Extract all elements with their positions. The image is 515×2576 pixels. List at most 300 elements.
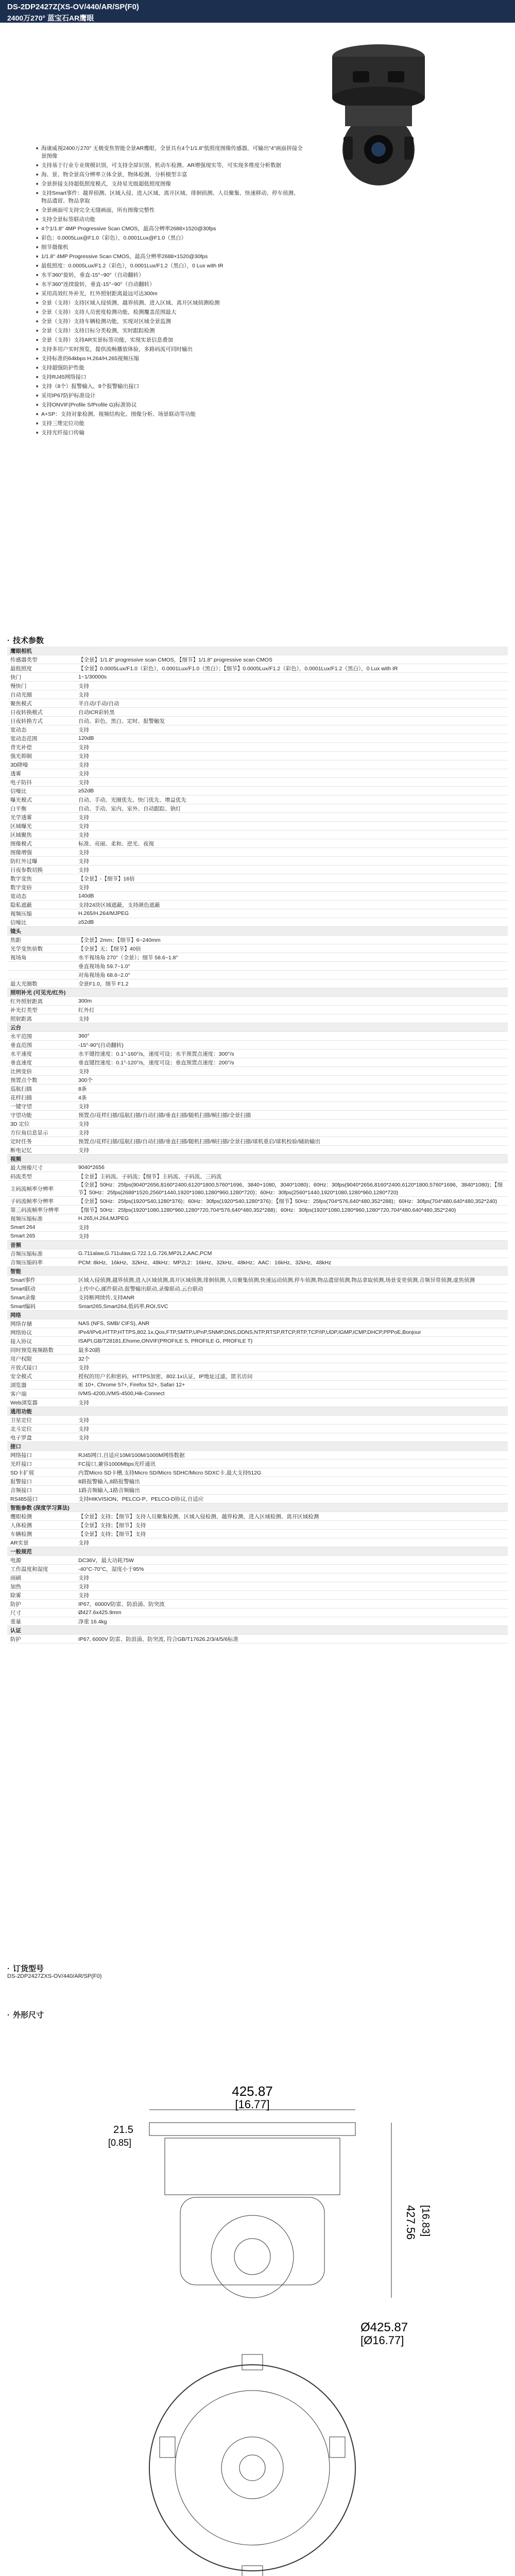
spec-row bbox=[7, 1468, 508, 1477]
spec-key: RS485接口 bbox=[7, 1495, 75, 1503]
spec-row bbox=[7, 725, 508, 734]
spec-value: 【全景】支持；【细节】支持人员聚集检测、区域入侵检测、越界检测、进入区域检测、离开区域检测 bbox=[75, 1512, 508, 1521]
spec-row bbox=[7, 664, 508, 673]
feature-item: ■ 支持Smart事件：越界侦测、区域入侵、进入区域、离开区域、徘徊侦测、人员聚集、快速移动、停车侦测、物品遗留、物品拿取 bbox=[36, 190, 304, 205]
spec-category-row bbox=[7, 1626, 508, 1635]
spec-row bbox=[7, 918, 508, 927]
spec-key: 光纤接口 bbox=[7, 1460, 75, 1468]
spec-key: 数字变焦 bbox=[7, 874, 75, 883]
spec-key: 报警接口 bbox=[7, 1477, 75, 1486]
spec-key: 曝光模式 bbox=[7, 795, 75, 804]
spec-value: 支持 bbox=[75, 1573, 508, 1582]
spec-row bbox=[7, 1319, 508, 1328]
spec-value: 支持HIKVISION、PELCO-P、PELCO-D协议,自适应 bbox=[75, 1495, 508, 1503]
feature-item: ■ 全景（支持）支持车辆检测功能，实现对区域全景监测 bbox=[36, 318, 304, 326]
spec-value: 360° bbox=[75, 1032, 508, 1041]
spec-key: 一键守望 bbox=[7, 1102, 75, 1111]
spec-value: 8路报警输入,8路报警输出 bbox=[75, 1477, 508, 1486]
spec-row bbox=[7, 962, 508, 971]
spec-value: 支持 bbox=[75, 1067, 508, 1076]
spec-value: -40°C-70°C，湿度小于95% bbox=[75, 1565, 508, 1573]
spec-value: 上传中心,邮件联动,报警输出联动,录像联动,云台联动 bbox=[75, 1284, 508, 1293]
spec-value: 支持 bbox=[75, 690, 508, 699]
spec-key: 视场角 bbox=[7, 953, 75, 962]
spec-row bbox=[7, 1214, 508, 1223]
spec-key: 水平速度 bbox=[7, 1049, 75, 1058]
spec-value bbox=[75, 1267, 508, 1276]
spec-value: 支持 bbox=[75, 778, 508, 787]
spec-key: 鹰眼相机 bbox=[7, 647, 75, 655]
spec-row bbox=[7, 1582, 508, 1591]
spec-row bbox=[7, 1425, 508, 1433]
spec-value: ≥52dB bbox=[75, 787, 508, 795]
spec-value: 自动、彩色、黑白、定时、报警触发 bbox=[75, 717, 508, 725]
spec-row bbox=[7, 804, 508, 813]
spec-key: 接入协议 bbox=[7, 1337, 75, 1346]
spec-key: 信噪比 bbox=[7, 918, 75, 927]
spec-key: Smart联动 bbox=[7, 1284, 75, 1293]
spec-value: 支持 bbox=[75, 1582, 508, 1591]
spec-key: 隐私遮蔽 bbox=[7, 901, 75, 909]
model-number: DS-2DP2427Z(XS-OV/440/AR/SP(F0) bbox=[7, 3, 139, 11]
spec-value: H.265/H.264/MJPEG bbox=[75, 909, 508, 918]
feature-item: ■ 4个1/1.8" 4MP Progressive Scan CMOS，最高分辨率2688×1520@30fps bbox=[36, 225, 304, 233]
spec-row bbox=[7, 822, 508, 831]
spec-value: 半自动/手动/自动 bbox=[75, 699, 508, 708]
spec-value: 自动、手动、光圈优先、快门优先、增益优先 bbox=[75, 795, 508, 804]
spec-value: 【全景】0.0005Lux/F1.0（彩色），0.0001Lux/F1.0（黑白）；【细节】0.0005Lux/F1.2（彩色），0.0001Lux/F1.2（黑白），0 Lux with IR bbox=[75, 664, 508, 673]
spec-value: 支持 bbox=[75, 725, 508, 734]
spec-key: 电子罗盘 bbox=[7, 1433, 75, 1442]
spec-key: 快门 bbox=[7, 673, 75, 682]
feature-item: ■ 海、景、物全景高分辨率立体全景，物体检测、分析模型丰富 bbox=[36, 171, 304, 179]
spec-key: 宽动态 bbox=[7, 725, 75, 734]
spec-key: 子码流帧率分辨率 bbox=[7, 1197, 75, 1206]
spec-value: 支持 bbox=[75, 1363, 508, 1372]
spec-value: RJ45网口,自适应10M/100M/1000M网络数据 bbox=[75, 1451, 508, 1460]
spec-row bbox=[7, 1451, 508, 1460]
spec-row bbox=[7, 743, 508, 752]
spec-value: 支持 bbox=[75, 1425, 508, 1433]
feature-item: ■ 支持ONVIF(Profile S/Profile G)标准协议 bbox=[36, 401, 304, 409]
feature-item: ■ 最低照度：0.0005Lux/F1.2（彩色），0.0001Lux/F1.2（黑白），0 Lux with IR bbox=[36, 262, 304, 270]
spec-key: 断电记忆 bbox=[7, 1146, 75, 1155]
spec-value: 9040*2656 bbox=[75, 1163, 508, 1172]
spec-section-title: · 技术参数 bbox=[7, 635, 44, 646]
width-label-mm: 425.87 bbox=[232, 2083, 273, 2099]
spec-key: 音频压缩标准 bbox=[7, 1249, 75, 1258]
spec-value: Ø427.6x425.9mm bbox=[75, 1608, 508, 1617]
spec-row bbox=[7, 909, 508, 918]
spec-key: 视频压缩 bbox=[7, 909, 75, 918]
height-label-in: [16.83] bbox=[420, 2205, 431, 2237]
spec-key: 宽动态范围 bbox=[7, 734, 75, 743]
spec-row bbox=[7, 699, 508, 708]
spec-key: 加热 bbox=[7, 1582, 75, 1591]
spec-row bbox=[7, 1486, 508, 1495]
spec-key: 码流类型 bbox=[7, 1172, 75, 1181]
spec-value: -15°-90°(自动翻转) bbox=[75, 1041, 508, 1049]
spec-row bbox=[7, 1172, 508, 1181]
spec-row bbox=[7, 1102, 508, 1111]
spec-row bbox=[7, 1617, 508, 1626]
spec-key: 防护 bbox=[7, 1600, 75, 1608]
feature-item: ■ 支持全景标签联动功能 bbox=[36, 216, 304, 224]
spec-value: 300个 bbox=[75, 1076, 508, 1084]
spec-value: 支持 bbox=[75, 822, 508, 831]
spec-category-row bbox=[7, 1311, 508, 1319]
feature-item: ■ 支持标准的64kbps H.264/H.265视频压缩 bbox=[36, 355, 304, 363]
spec-key: 水平范围 bbox=[7, 1032, 75, 1041]
spec-category-row bbox=[7, 988, 508, 997]
spec-row bbox=[7, 717, 508, 725]
feature-item: ■ A+SP：支持对象检测、视频结构化、图像分析、场景联动等功能 bbox=[36, 411, 304, 418]
feature-item: ■ 全景画面可支持完全无缝画面，所有图像完整性 bbox=[36, 207, 304, 214]
spec-key: 重量 bbox=[7, 1617, 75, 1626]
spec-key: 区域聚焦 bbox=[7, 831, 75, 839]
spec-value: ISAPI,GB/T28181,Ehome,ONVIF(PROFILE S, PROFILE G, PROFILE T) bbox=[75, 1337, 508, 1346]
spec-key: 第三码流帧率分辨率 bbox=[7, 1206, 75, 1214]
spec-key: Web浏览器 bbox=[7, 1398, 75, 1407]
spec-category-row bbox=[7, 647, 508, 655]
spec-key: 音频 bbox=[7, 1241, 75, 1249]
spec-key: 一般规范 bbox=[7, 1547, 75, 1556]
feature-item: ■ 采用高效红外补光，红外照射距离最远可达300m bbox=[36, 290, 304, 298]
spec-row bbox=[7, 857, 508, 866]
spec-value: FC接口,兼容1000Mbps光纤通讯 bbox=[75, 1460, 508, 1468]
spec-row bbox=[7, 813, 508, 822]
spec-key: 自动光圈 bbox=[7, 690, 75, 699]
spec-row bbox=[7, 866, 508, 874]
spec-row bbox=[7, 1032, 508, 1041]
spec-value: 1~1/30000s bbox=[75, 673, 508, 682]
spec-row bbox=[7, 1284, 508, 1293]
spec-category-row bbox=[7, 927, 508, 936]
spec-row bbox=[7, 1416, 508, 1425]
spec-key: 白平衡 bbox=[7, 804, 75, 813]
spec-category-row bbox=[7, 1442, 508, 1451]
spec-value: 支持24块区域遮蔽，支持颜色遮蔽 bbox=[75, 901, 508, 909]
spec-value bbox=[75, 1442, 508, 1451]
spec-value: 支持 bbox=[75, 1014, 508, 1023]
spec-value: 支持 bbox=[75, 1433, 508, 1442]
spec-row bbox=[7, 1346, 508, 1354]
spec-value: 预置点/花样扫描/巡航扫描/自动扫描/垂直扫描/随机扫描/帧扫描/全景扫描 bbox=[75, 1111, 508, 1120]
spec-value: 支持 bbox=[75, 760, 508, 769]
spec-key: 垂直范围 bbox=[7, 1041, 75, 1049]
spec-key: 接口 bbox=[7, 1442, 75, 1451]
spec-value: 支持 bbox=[75, 866, 508, 874]
spec-row bbox=[7, 1398, 508, 1407]
spec-value: 水平键控速度：0.1°-160°/s，速度可设；水平预置点速度：300°/s bbox=[75, 1049, 508, 1058]
spec-key: 信噪比 bbox=[7, 787, 75, 795]
spec-row bbox=[7, 1128, 508, 1137]
spec-key: 传感器类型 bbox=[7, 655, 75, 664]
spec-key: 宽动态 bbox=[7, 892, 75, 901]
spec-key: 预置点个数 bbox=[7, 1076, 75, 1084]
spec-key: 最大光圈数 bbox=[7, 979, 75, 988]
feature-item: ■ 支持基于行业专业规模识别，可支持全屏识别、机动车检测、AR增强现实等，可实现多维度分析数据 bbox=[36, 162, 304, 170]
spec-row bbox=[7, 848, 508, 857]
spec-key: 透雾 bbox=[7, 769, 75, 778]
spec-key: 数字变倍 bbox=[7, 883, 75, 892]
spec-key: Smart 265 bbox=[7, 1232, 75, 1241]
spec-value: IP67，6000V防雷、防浪涌、防突波 bbox=[75, 1600, 508, 1608]
spec-value bbox=[75, 988, 508, 997]
spec-row bbox=[7, 1197, 508, 1206]
spec-value: 【全景】1/1.8" progressive scan CMOS，【细节】1/1.8" progressive scan CMOS bbox=[75, 655, 508, 664]
spec-key: 车辆检测 bbox=[7, 1530, 75, 1538]
spec-value: 支持 bbox=[75, 1128, 508, 1137]
spec-value: 垂直视场角 59.7~1.0° bbox=[75, 962, 508, 971]
spec-row bbox=[7, 901, 508, 909]
spec-key: 安全模式 bbox=[7, 1372, 75, 1381]
spec-value: DC36V，最大功耗75W bbox=[75, 1556, 508, 1565]
spec-value: 【全景】支持；【细节】支持 bbox=[75, 1530, 508, 1538]
spec-value: PCM: 8kHz、16kHz、32kHz、48kHz；MP2L2：16kHz、32kHz、48kHz；AAC：16kHz、32kHz、48kHz bbox=[75, 1258, 508, 1267]
spec-category-row bbox=[7, 1267, 508, 1276]
spec-key: Smart录像 bbox=[7, 1293, 75, 1302]
spec-key: 照明补光 (可见光/红外) bbox=[7, 988, 75, 997]
spec-key: 强光抑制 bbox=[7, 752, 75, 760]
spec-key: 守望功能 bbox=[7, 1111, 75, 1120]
spec-value: 对角视场角 68.6~2.0° bbox=[75, 971, 508, 979]
spec-key: 聚焦模式 bbox=[7, 699, 75, 708]
spec-row bbox=[7, 682, 508, 690]
spec-value: 自动ICR彩转黑 bbox=[75, 708, 508, 717]
spec-value: 8条 bbox=[75, 1084, 508, 1093]
spec-row bbox=[7, 874, 508, 883]
spec-value: 标准、亮丽、柔和、逆光、夜视 bbox=[75, 839, 508, 848]
spec-category-row bbox=[7, 1155, 508, 1163]
spec-category-row bbox=[7, 1407, 508, 1416]
spec-row bbox=[7, 769, 508, 778]
spec-value: 净重 16.4kg bbox=[75, 1617, 508, 1626]
spec-row bbox=[7, 1521, 508, 1530]
spec-row bbox=[7, 760, 508, 769]
spec-row bbox=[7, 708, 508, 717]
spec-key: 光学变焦倍数 bbox=[7, 944, 75, 953]
spec-key: 防护 bbox=[7, 1635, 75, 1643]
spec-value: 全景F1.0，细节 F1.2 bbox=[75, 979, 508, 988]
spec-row bbox=[7, 1076, 508, 1084]
spec-value: 支持 bbox=[75, 1223, 508, 1232]
feature-item: ■ 全景（支持）支持AR实景标签功能，实现实景信息叠加 bbox=[36, 336, 304, 344]
spec-key: 开放式接口 bbox=[7, 1363, 75, 1372]
spec-key: 客户端 bbox=[7, 1389, 75, 1398]
spec-key: 网络存储 bbox=[7, 1319, 75, 1328]
spec-key: 网络 bbox=[7, 1311, 75, 1319]
feature-item: ■ 1/1.8" 4MP Progressive Scan CMOS，最高分辨率2688×1520@30fps bbox=[36, 253, 304, 261]
spec-row bbox=[7, 944, 508, 953]
spec-key: 方位角信息显示 bbox=[7, 1128, 75, 1137]
spec-key: 3D降噪 bbox=[7, 760, 75, 769]
spec-value: 支持 bbox=[75, 769, 508, 778]
spec-key: AR实景 bbox=[7, 1538, 75, 1547]
spec-row bbox=[7, 1111, 508, 1120]
spec-value: 支持 bbox=[75, 1120, 508, 1128]
feature-item: ■ 彩色：0.0005Lux@F1.0（彩色），0.0001Lux@F1.0（黑白） bbox=[36, 234, 304, 242]
diameter-label-mm: Ø425.87 bbox=[360, 2320, 408, 2334]
spec-key: 花样扫描 bbox=[7, 1093, 75, 1102]
feature-item: ■ 海康威视2400万270° 无极变焦智能全景AR鹰眼，全景具有4个1/1.8"低照度图像传感器，可输出"4"画面拼接全景图像 bbox=[36, 145, 304, 160]
spec-key: 区域曝光 bbox=[7, 822, 75, 831]
side-label-in: [0.85] bbox=[108, 2138, 132, 2148]
spec-key: 焦距 bbox=[7, 936, 75, 944]
spec-row bbox=[7, 1041, 508, 1049]
spec-row bbox=[7, 1512, 508, 1521]
spec-value: 最多20路 bbox=[75, 1346, 508, 1354]
spec-value: Smart265,Smart264,低码率,ROI,SVC bbox=[75, 1302, 508, 1311]
spec-row bbox=[7, 839, 508, 848]
spec-key: 尺寸 bbox=[7, 1608, 75, 1617]
spec-value: IP67, 6000V 防雷、防浪涌、防突波, 符合GB/T17626.2/3/4/5/6标准 bbox=[75, 1635, 508, 1643]
spec-row bbox=[7, 1556, 508, 1565]
spec-key: 卫星定位 bbox=[7, 1416, 75, 1425]
spec-row bbox=[7, 979, 508, 988]
spec-value bbox=[75, 647, 508, 655]
spec-value bbox=[75, 1407, 508, 1416]
spec-row bbox=[7, 1363, 508, 1372]
order-model: DS-2DP2427ZXS-OV/440/AR/SP(F0) bbox=[7, 1973, 102, 1979]
spec-value: 预置点/花样扫描/巡航扫描/自动扫描/垂直扫描/随机扫描/帧扫描/全景扫描/球机重启/球机校验/辅助输出 bbox=[75, 1137, 508, 1146]
spec-value: 1路音频输入,1路音频输出 bbox=[75, 1486, 508, 1495]
spec-value: 支持 bbox=[75, 1591, 508, 1600]
spec-key: 云台 bbox=[7, 1023, 75, 1032]
feature-item: ■ 水平360°连续旋转，垂直-15°~90°（自动翻转） bbox=[36, 281, 304, 289]
spec-row bbox=[7, 655, 508, 664]
spec-row bbox=[7, 1328, 508, 1337]
spec-value: 区域入侵侦测,越界侦测,进入区域侦测,离开区域侦测,徘徊侦测,人员聚集侦测,快速运动侦测,停车侦测,物品遗留侦测,物品拿取侦测,场景变更侦测,音频异常侦测,虚焦侦测 bbox=[75, 1276, 508, 1284]
spec-key: 人体检测 bbox=[7, 1521, 75, 1530]
spec-category-row bbox=[7, 1503, 508, 1512]
feature-item: ■ 全景拼接支持超低照度模式，支持星光级超低照度图像 bbox=[36, 180, 304, 188]
spec-row bbox=[7, 1495, 508, 1503]
feature-item: ■ 支持RJ45网络接口 bbox=[36, 374, 304, 381]
feature-item: ■ 全景（支持）支持目标分类检测，实时跟踪检测 bbox=[36, 327, 304, 335]
spec-key: 音频接口 bbox=[7, 1486, 75, 1495]
spec-key: 日夜参数切换 bbox=[7, 866, 75, 874]
spec-key bbox=[7, 962, 75, 971]
spec-key: 用户权限 bbox=[7, 1354, 75, 1363]
spec-key: 照射距离 bbox=[7, 1014, 75, 1023]
spec-row bbox=[7, 1120, 508, 1128]
product-tagline: 2400万270° 蓝宝石AR鹰眼 bbox=[7, 14, 94, 22]
spec-value: 【细节】50Hz：25fps(1920*1080,1280*960,1280*720,704*576,640*480,352*288)；60Hz：30fps(1920*1080,1280*960,1280*720,704*480,640*480,352*240) bbox=[75, 1206, 508, 1214]
spec-category-row bbox=[7, 1547, 508, 1556]
spec-row bbox=[7, 787, 508, 795]
spec-row bbox=[7, 1635, 508, 1643]
spec-value: 支持 bbox=[75, 831, 508, 839]
spec-key: 鹰眼检测 bbox=[7, 1512, 75, 1521]
spec-value: 【全景】50Hz：25fps(9040*2656,8160*2400,6120*1800,5760*1696，3840+1080，3040*1080)；60Hz：30fps(9040*2656,8160*2400,6120*1800,5760*1696，3840*1080)；【细节】50Hz：25fps(2688*1520,2560*1440,1920*1080,1280*960,1280*720)；60Hz：30fps(2560*1440,1920*1080,1280*960,1280*720) bbox=[75, 1181, 508, 1197]
spec-row bbox=[7, 1223, 508, 1232]
spec-value: 水平视场角 270°（全景）；细节 58.6~1.8° bbox=[75, 953, 508, 962]
spec-key: 工作温度和湿度 bbox=[7, 1565, 75, 1573]
spec-row bbox=[7, 1084, 508, 1093]
spec-key: 雨刷 bbox=[7, 1573, 75, 1582]
spec-row bbox=[7, 936, 508, 944]
spec-row bbox=[7, 1389, 508, 1398]
spec-value bbox=[75, 1241, 508, 1249]
spec-value bbox=[75, 927, 508, 936]
spec-value bbox=[75, 1311, 508, 1319]
diameter-label-in: [Ø16.77] bbox=[360, 2334, 404, 2347]
spec-key: Smart编码 bbox=[7, 1302, 75, 1311]
spec-key: 慢快门 bbox=[7, 682, 75, 690]
spec-row bbox=[7, 1137, 508, 1146]
spec-key: 视频 bbox=[7, 1155, 75, 1163]
spec-row bbox=[7, 1477, 508, 1486]
height-label-mm: 427.56 bbox=[404, 2205, 417, 2240]
spec-row bbox=[7, 1146, 508, 1155]
spec-key: Smart 264 bbox=[7, 1223, 75, 1232]
order-section-title: · 订货型号 bbox=[7, 1963, 44, 1974]
spec-row bbox=[7, 1337, 508, 1346]
dimensions-section-title: · 外形尺寸 bbox=[7, 2009, 44, 2020]
spec-value: 支持 bbox=[75, 1398, 508, 1407]
spec-key: 电源 bbox=[7, 1556, 75, 1565]
spec-key: 视频压缩标准 bbox=[7, 1214, 75, 1223]
spec-value: 支持 bbox=[75, 1102, 508, 1111]
width-label-in: [16.77] bbox=[235, 2098, 270, 2111]
spec-key: 网络协议 bbox=[7, 1328, 75, 1337]
spec-key: 音频压缩码率 bbox=[7, 1258, 75, 1267]
spec-value: 【全景】主码流、子码流；【细节】主码流、子码流、三码流 bbox=[75, 1172, 508, 1181]
spec-value: 32个 bbox=[75, 1354, 508, 1363]
spec-row bbox=[7, 1181, 508, 1197]
spec-row bbox=[7, 883, 508, 892]
spec-value: G.711alaw,G.711ulaw,G.722.1,G.726,MP2L2,AAC,PCM bbox=[75, 1249, 508, 1258]
page-header bbox=[0, 0, 515, 23]
spec-row bbox=[7, 673, 508, 682]
spec-key: 浏览器 bbox=[7, 1381, 75, 1389]
spec-key: 除雾 bbox=[7, 1591, 75, 1600]
spec-row bbox=[7, 1093, 508, 1102]
spec-row bbox=[7, 778, 508, 787]
spec-value: 红外灯 bbox=[75, 1006, 508, 1014]
spec-row bbox=[7, 1530, 508, 1538]
spec-row bbox=[7, 1354, 508, 1363]
feature-item: ■ 支持（8个）报警输入，8个报警输出接口 bbox=[36, 383, 304, 391]
spec-row bbox=[7, 1249, 508, 1258]
feature-item: ■ 全景（支持）支持区域入侵侦测、越界侦测、进入区域、离开区域侦测检测 bbox=[36, 299, 304, 307]
spec-key: 背光补偿 bbox=[7, 743, 75, 752]
spec-key: 日夜转换模式 bbox=[7, 708, 75, 717]
spec-value: 支持 bbox=[75, 743, 508, 752]
feature-item: ■ 支持超强防护性能 bbox=[36, 364, 304, 372]
spec-value: 支持 bbox=[75, 883, 508, 892]
feature-item: ■ 全景（支持）支持人员密度检测功能，检测覆盖范围最大 bbox=[36, 309, 304, 316]
side-label-mm: 21.5 bbox=[113, 2124, 133, 2136]
feature-item: ■ 支持多用户实时预览，提供流畅播放体验，多路码流可同时输出 bbox=[36, 346, 304, 353]
spec-row bbox=[7, 1591, 508, 1600]
spec-value: NAS (NFS, SMB/ CIFS), ANR bbox=[75, 1319, 508, 1328]
spec-value: iVMS-4200,iVMS-4500,Hik-Connect bbox=[75, 1389, 508, 1398]
spec-row bbox=[7, 1067, 508, 1076]
spec-value: 【全景】2mm；【细节】6~240mm bbox=[75, 936, 508, 944]
spec-key: 防红外过曝 bbox=[7, 857, 75, 866]
spec-key: 3D 定位 bbox=[7, 1120, 75, 1128]
spec-row bbox=[7, 971, 508, 979]
feature-item: ■ 支持光纤接口传输 bbox=[36, 429, 304, 437]
spec-row bbox=[7, 1372, 508, 1381]
spec-key: SD卡扩展 bbox=[7, 1468, 75, 1477]
spec-value: 140dB bbox=[75, 892, 508, 901]
feature-item: ■ 支持三维定位功能 bbox=[36, 420, 304, 428]
spec-value: 支持 bbox=[75, 1232, 508, 1241]
spec-value bbox=[75, 1155, 508, 1163]
